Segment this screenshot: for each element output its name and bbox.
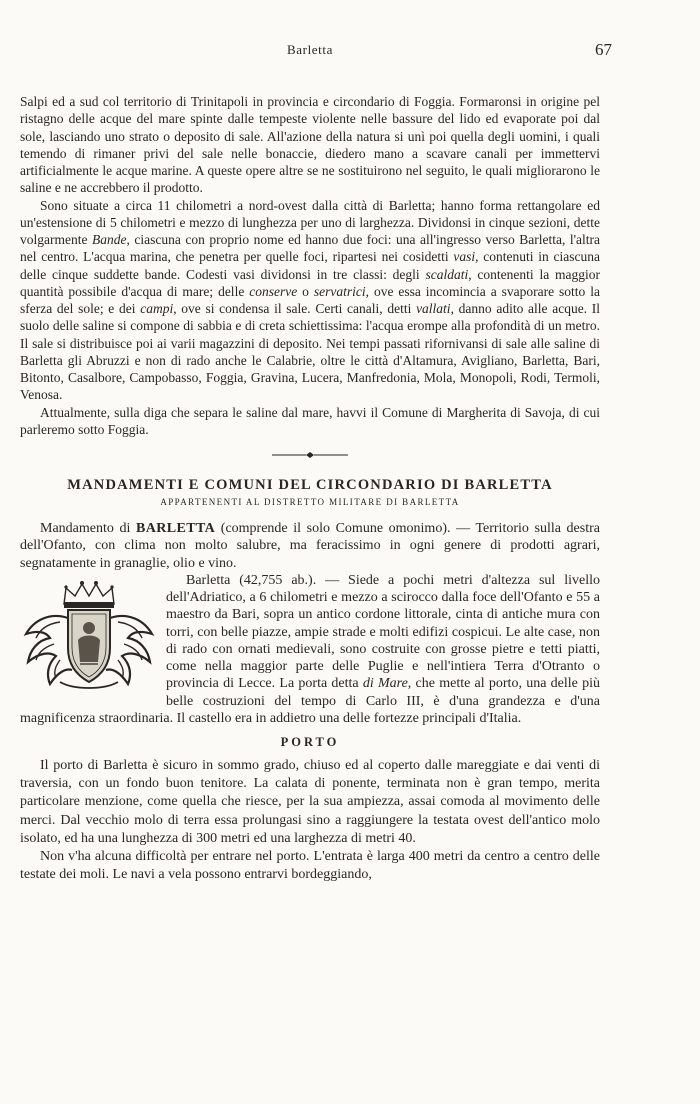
barletta-description-paragraph: Barletta (42,755 ab.). — Siede a pochi metri d'altezza sul livello dell'Adriatico, a 6 chilometri e mezzo a scirocco dalla foce dell'Ofanto e 55 a maestro da Bari, sopra un antico cordone littorale, cinta di antiche mura con torri, con belle piazze, ampie strade e molti edifizi cospicui. Le alte case, non di rado con ornati medievali, sono costruite con grosse pietre e tetti piatti, come nella maggior parte delle Puglie e nell'intiera Terra d'Otranto o provincia di Lecce. La porta detta di Mare, che mette al porto, una delle più belle costruzioni del tempo di Carlo III, è d'una grandezza e d'una magnificenza straordinaria. Il castello era in addietro una delle fortezze principali d'Italia.: [20, 572, 600, 726]
page-number: 67: [595, 40, 612, 59]
section-subtitle: APPARTENENTI AL DISTRETTO MILITARE DI BARLETTA: [160, 497, 460, 507]
section-divider-ornament: [270, 451, 350, 459]
salt-pans-description-paragraph: Sono situate a circa 11 chilometri a nord-ovest dalla città di Barletta; hanno forma rettangolare ed un'estensione di 5 chilometri e mezzo di lunghezza per uno di larghezza. Dividonsi in cinque sezioni, dette volgarmente Bande, ciascuna con proprio nome ed hanno due foci: una all'ingresso verso Barletta, l'altra nel centro. L'acqua marina, che penetra per quelle foci, ripartesi nei cosidetti vasi, contenuti in ciascuna delle cinque suddette bande. Codesti vasi dividonsi in tre classi: degli scaldati, contenenti la maggior quantità possibile d'acqua di mare; delle conserve o servatrici, ove essa incomincia a svaporare sotto la sferza del sole; e dei campi, ove si condensa il sale. Certi canali, detti vallati, danno adito alle acque. Il suolo delle saline si compone di sabbia e di creta schiettissima: l'acqua erompe alla profondità di un metro. Il sale si distribuisce poi ai varii magazzini di deposito. Nei tempi passati rifornivansi di sale alle saline di Barletta gli Abruzzi e non di rado anche le Calabrie, oltre le città d'Altamura, Avigliano, Barletta, Bari, Bitonto, Casalbore, Campobasso, Foggia, Gravina, Lucera, Manfredonia, Mola, Monopoli, Rodi, Termoli, Venosa.: [20, 197, 601, 403]
page-body: [20, 93, 600, 884]
mandamento-paragraph: Mandamento di BARLETTA (comprende il solo Comune omonimo). — Territorio sulla destra dell'Ofanto, con clima non molto salubre, ma feracissimo in ogni genere di prodotti agrari, segnatamente in granaglie, olio e vino.: [20, 521, 600, 571]
salt-pans-origin-paragraph: Salpi ed a sud col territorio di Trinitapoli in provincia e circondario di Foggia. Formaronsi in origine pel ristagno delle acque del mare spinte dalle tempeste violente nelle bassure del lido ed evaporate poi dal sole, lasciando uno strato o deposito di sale. All'azione della natura si unì poi quella degli uomini, i quali temendo di rimaner privi del sale nelle bonaccie, diedero mano a scavare canali per immettervi artificialmente le acque marine. A queste opere altre se ne sostituirono nel seguito, le quali migliorarono le saline e ne accrebbero il prodotto.: [20, 94, 600, 196]
port-paragraph-2: Non v'ha alcuna difficoltà per entrare nel porto. L'entrata è larga 400 metri da centro a centro delle testate dei moli. Le navi a vela possono entrarvi bordeggiando,: [20, 849, 600, 883]
mandamento-name: BARLETTA: [135, 521, 216, 536]
running-title: Barletta: [287, 42, 333, 57]
port-heading: PORTO: [280, 735, 340, 749]
port-section: [20, 757, 600, 884]
barletta-coat-of-arms-icon: [20, 578, 158, 692]
margherita-paragraph: Attualmente, sulla diga che separa le saline dal mare, havvi il Comune di Margherita di Savoja, di cui parleremo sotto Foggia.: [20, 404, 600, 437]
port-paragraph-1: Il porto di Barletta è sicuro in sommo grado, chiuso ed al coperto dalle mareggiate e dai venti di traversia, con un fondo buon tenitore. La calata di ponente, terminata non è gran tempo, merita particolare menzione, come quella che riesce, per la sua ampiezza, assai comoda al movimento delle merci. Dal vecchio molo di terra essa prolungasi sino a raggiungere la testata ovest dell'antico molo isolato, ed ha una lunghezza di 300 metri ed una larghezza di metri 40.: [20, 758, 600, 846]
section-title: MANDAMENTI E COMUNI DEL CIRCONDARIO DI BARLETTA: [67, 477, 553, 493]
page-header: [20, 40, 612, 64]
